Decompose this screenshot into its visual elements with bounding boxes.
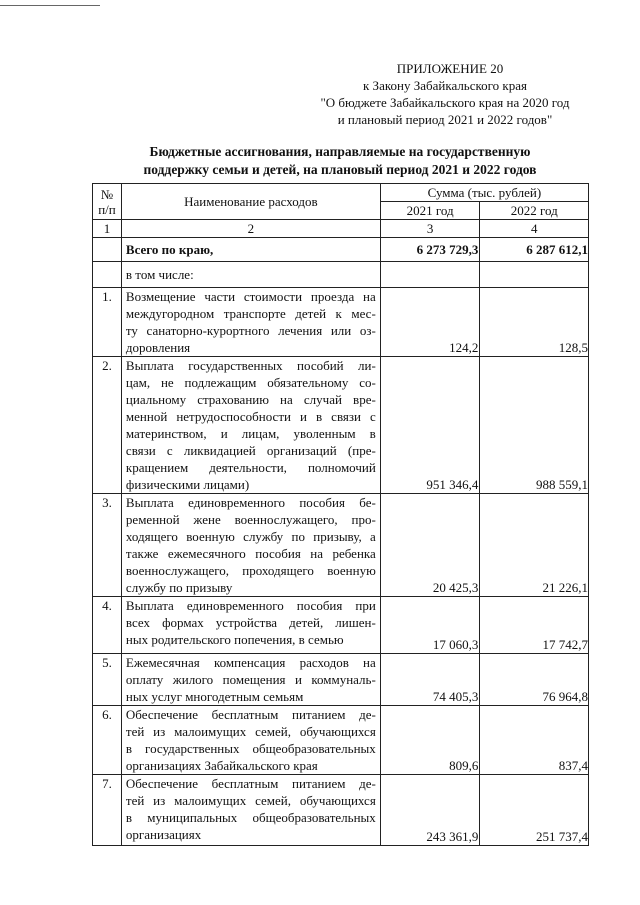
- row-name-line: Выплата государственных пособий ли-: [125, 358, 376, 373]
- total-2021: 6 273 729,3: [380, 238, 480, 262]
- total-label: Всего по краю,: [121, 238, 380, 262]
- row-2021: 243 361,9: [380, 775, 480, 846]
- row-name-line: циальному страхованию на случай вре-: [125, 392, 376, 407]
- row-2022: 21 226,1: [480, 494, 589, 597]
- title-line: Бюджетные ассигнования, направляемые на государственную: [149, 144, 531, 159]
- header-num-line: №: [100, 186, 114, 202]
- row-num: 5.: [93, 654, 122, 706]
- row-name-line: оплату жилого помещения и коммуналь-: [125, 672, 376, 687]
- header-num-line: п/п: [98, 201, 116, 217]
- row-name: [121, 597, 380, 654]
- row-name-line: в муниципальных общеобразовательных: [125, 810, 376, 825]
- row-name-line: связи с ликвидацией организаций (пре-: [125, 443, 376, 458]
- row-2022: 251 737,4: [480, 775, 589, 846]
- row-2022: 837,4: [480, 706, 589, 775]
- row-name-line: ных услуг многодетным семьям: [125, 689, 304, 704]
- row-name-line: Обеспечение бесплатным питанием де-: [125, 776, 376, 791]
- header-sum: Сумма (тыс. рублей): [380, 184, 588, 202]
- column-number: 4: [480, 220, 589, 238]
- row-2021: 20 425,3: [380, 494, 480, 597]
- row-2021: 74 405,3: [380, 654, 480, 706]
- row-num: 2.: [93, 357, 122, 494]
- row-num: 1.: [93, 288, 122, 357]
- row-name: [121, 706, 380, 775]
- row-name-line: также ежемесячного пособия на ребенка: [125, 546, 376, 561]
- row-name: [121, 654, 380, 706]
- row-name: [121, 288, 380, 357]
- table-row: [93, 654, 589, 706]
- table-row: [93, 288, 589, 357]
- title-line: поддержку семьи и детей, на плановый период 2021 и 2022 годов: [143, 162, 537, 177]
- row-name-line: цам, не подлежащим обязательному со-: [125, 375, 376, 390]
- row-2022: 17 742,7: [480, 597, 589, 654]
- row-name: [121, 357, 380, 494]
- column-numbers-row: [93, 220, 589, 238]
- row-name-line: тей из малоимущих семей, обучающихся: [125, 724, 376, 739]
- row-name-line: организациях Забайкальского края: [125, 758, 318, 773]
- total-2022: 6 287 612,1: [480, 238, 589, 262]
- document-title: [92, 143, 588, 179]
- row-name-line: Ежемесячная компенсация расходов на: [125, 655, 376, 670]
- appendix-header: [300, 60, 590, 128]
- row-name: [121, 494, 380, 597]
- row-2021: 951 346,4: [380, 357, 480, 494]
- table-row: [93, 706, 589, 775]
- row-name-line: всех формах устройства детей, лишен-: [125, 615, 376, 630]
- scan-artifact: [0, 5, 100, 6]
- table-row: [93, 775, 589, 846]
- row-name-line: менной нетрудоспособности и в связи с: [125, 409, 376, 424]
- row-2021: 124,2: [380, 288, 480, 357]
- row-name-line: Выплата единовременного пособия при: [125, 598, 376, 613]
- appendix-line: ПРИЛОЖЕНИЕ 20: [396, 61, 504, 76]
- total-row: [93, 238, 589, 262]
- row-name-line: Обеспечение бесплатным питанием де-: [125, 707, 376, 722]
- row-num: 4.: [93, 597, 122, 654]
- including-2021: [380, 262, 480, 288]
- row-num: 6.: [93, 706, 122, 775]
- total-num: [93, 238, 122, 262]
- row-name-line: в государственных общеобразовательных: [125, 741, 376, 756]
- row-name-line: ременной жене военнослужащего, про-: [125, 512, 376, 527]
- row-name-line: организациях: [125, 827, 202, 842]
- table-row: [93, 597, 589, 654]
- row-num: 3.: [93, 494, 122, 597]
- row-name-line: ных родительского попечения, в семью: [125, 632, 344, 647]
- column-number: 2: [121, 220, 380, 238]
- row-name-line: доровления: [125, 340, 191, 355]
- row-name-line: Выплата единовременного пособия бе-: [125, 495, 376, 510]
- row-name-line: материнством, и лицам, уволенным в: [125, 426, 376, 441]
- header-num: [93, 184, 122, 220]
- row-name: [121, 775, 380, 846]
- column-number: 3: [380, 220, 480, 238]
- budget-table: [92, 183, 589, 846]
- including-label: в том числе:: [121, 262, 380, 288]
- including-2022: [480, 262, 589, 288]
- row-name-line: физическими лицами): [125, 477, 250, 492]
- including-row: [93, 262, 589, 288]
- table-row: [93, 494, 589, 597]
- row-name-line: ту санаторно-курортного лечения или оз-: [125, 323, 376, 338]
- row-num: 7.: [93, 775, 122, 846]
- header-row: [93, 184, 589, 202]
- row-2022: 76 964,8: [480, 654, 589, 706]
- row-name-line: междугородном транспорте детей к мес-: [125, 306, 376, 321]
- appendix-line: "О бюджете Забайкальского края на 2020 год: [320, 95, 570, 110]
- column-number: 1: [93, 220, 122, 238]
- including-num: [93, 262, 122, 288]
- row-2022: 988 559,1: [480, 357, 589, 494]
- row-2022: 128,5: [480, 288, 589, 357]
- row-name-line: военнослужащего, проходящего военную: [125, 563, 376, 578]
- row-name-line: службу по призыву: [125, 580, 233, 595]
- row-name-line: ходящего военную службу по призыву, а: [125, 529, 376, 544]
- table-row: [93, 357, 589, 494]
- row-2021: 809,6: [380, 706, 480, 775]
- header-name: Наименование расходов: [121, 184, 380, 220]
- row-name-line: тей из малоимущих семей, обучающихся: [125, 793, 376, 808]
- header-2022: 2022 год: [480, 202, 589, 220]
- header-2021: 2021 год: [380, 202, 480, 220]
- row-2021: 17 060,3: [380, 597, 480, 654]
- appendix-line: и плановый период 2021 и 2022 годов": [337, 112, 553, 127]
- row-name-line: Возмещение части стоимости проезда на: [125, 289, 376, 304]
- row-name-line: кращением деятельности, полномочий: [125, 460, 376, 475]
- appendix-line: к Закону Забайкальского края: [362, 78, 527, 93]
